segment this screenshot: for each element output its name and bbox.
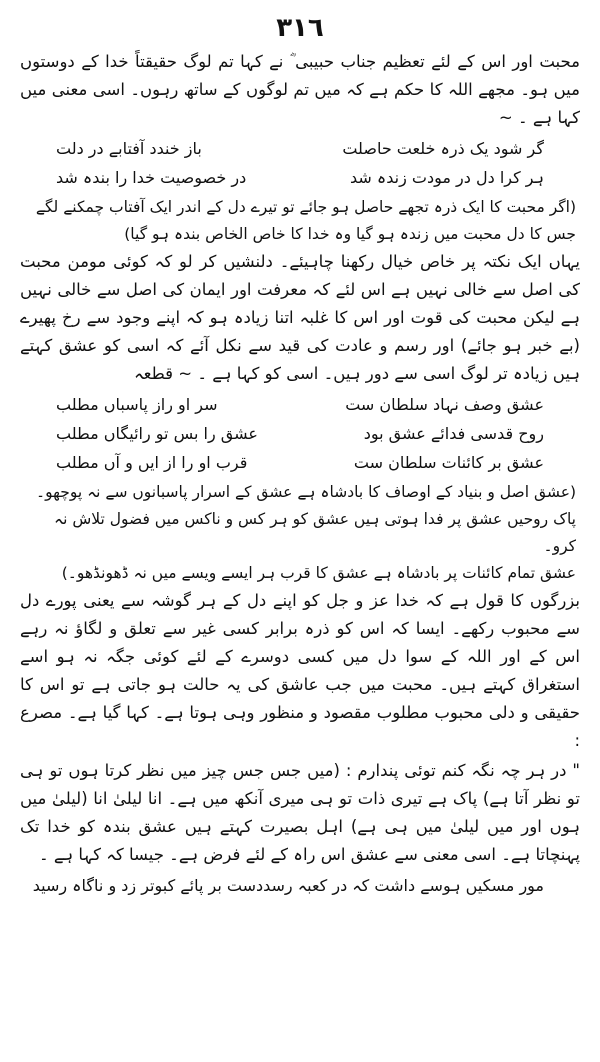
page-number: ٣١٦ <box>276 13 324 43</box>
note-line: پاک روحیں عشق پر فدا ہوتی ہیں عشق کو ہر کس و ناکس میں فضول تلاش نہ کرو۔ <box>54 510 576 555</box>
hemistich-right: ہر کرا دل در مودت زندہ شد <box>350 168 544 187</box>
couplet <box>16 419 584 448</box>
verse-block-final <box>16 871 584 900</box>
hemistich-left: سر او راز پاسباں مطلب <box>56 395 218 414</box>
paragraph-1 <box>20 48 580 132</box>
hemistich-right: گر شود یک ذرہ خلعت حاصلت <box>342 139 544 158</box>
hemistich-right: مور مسکیں ہوسے داشت کہ در کعبہ رسد <box>263 876 544 895</box>
translation-note-1: (اگر محبت کا ایک ذرہ تجھے حاصل ہو جائے تو تیرے دل کے اندر ایک آفتاب چمکنے لگے جس کا دل محبت میں زندہ ہو گیا وہ خدا کا خاص الخاص بندہ ہو گیا) <box>35 198 576 243</box>
hemistich-left: دست بر پائے کبوتر زد و ناگاہ رسید <box>32 876 264 895</box>
hemistich-left: در خصوصیت خدا را بندہ شد <box>56 168 247 187</box>
couplet <box>16 390 584 419</box>
hemistich-left: باز خندد آفتابے در دلت <box>56 139 202 158</box>
paragraph-text: یہاں ایک نکتہ پر خاص خیال رکھنا چاہیئے۔ دلنشیں کر لو کہ کوئی مومن محبت کی اصل سے خالی نہیں ہے اس لئے کہ معرفت اور ایمان کی اصل سے خالی نہیں ہے لیکن محبت کی قوت اور اس کا غلبہ اتنا زیادہ ہو کہ اپنے وجود سے رخ پھیرے (بے خبر ہو جائے) اور رسم و عادت کی قید سے نکل آئے کہ اسی کو عشق کہتے ہیں زیادہ تر لوگ اسی سے دور ہیں۔ اسی کو کہا ہے ۔ ~ قطعہ <box>20 252 580 383</box>
paragraph-text: " در ہر چہ نگہ کنم توئی پندارم : (میں جس جس چیز میں نظر کرتا ہوں تو ہی تو نظر آتا ہے) پاک ہے تیری ذات تو ہی میری آنکھ میں ہے۔ انا لیلیٰ انا (لیلیٰ میں ہوں اور میں لیلیٰ میں ہی ہے) اہل بصیرت کہتے ہیں عشق بندہ کو خدا تک پہنچاتا ہے۔ اسی معنی سے عشق اس راہ کے لئے فرض ہے۔ جیسا کہ کہا ہے ۔ <box>20 761 580 864</box>
couplet <box>16 163 584 192</box>
paragraph-5 <box>20 587 580 755</box>
paragraph-text: بزرگوں کا قول ہے کہ خدا عز و جل کو اپنے دل کے ہر گوشہ سے یعنی پورے دل سے محبوب رکھے۔ ایسا کہ اس کو ذرہ برابر کسی غیر سے تعلق و لگاؤ نہ رہے اس کے اور اللہ کے سوا دل میں کسی دوسرے کے لئے کوئی جگہ نہ ہو اسے استغراق کہتے ہیں۔ محبت میں جب عاشق کی یہ حالت ہو جاتی ہے تو اس کا حقیقی و دلی محبوب مطلوب مقصود و منظور وہی ہوتا ہے۔ کہا گیا ہے۔ مصرع : <box>20 591 580 750</box>
couplet <box>16 448 584 477</box>
note-line: (عشق اصل و بنیاد کے اوصاف کا بادشاہ ہے عشق کے اسرار پاسبانوں سے نہ پوچھو۔ <box>36 483 576 501</box>
paragraph-3 <box>20 248 580 388</box>
verse-block-1 <box>16 134 584 192</box>
paragraph-text: محبت اور اس کے لئے تعظیم جناب حبیبی ؓ نے کہا تم لوگ حقیقتاً خدا کے دوستوں میں ہو۔ مجھے اللہ کا حکم ہے کہ میں تم لوگوں کے ساتھ رہوں۔ اسی معنی میں کہا ہے ۔ ~ <box>20 52 580 127</box>
note-line: عشق تمام کائنات پر بادشاہ ہے عشق کا قرب ہر ایسے ویسے میں نہ ڈھونڈھو۔) <box>61 564 576 582</box>
paragraph-6 <box>20 757 580 869</box>
hemistich-left: قرب او را از ایں و آں مطلب <box>56 453 248 472</box>
hemistich-right: عشق وصف نہاد سلطان ست <box>345 395 544 414</box>
hemistich-right: روح قدسی فدائے عشق بود <box>363 424 544 443</box>
couplet <box>16 134 584 163</box>
hemistich-right: عشق بر کائنات سلطان ست <box>353 453 544 472</box>
couplet <box>16 871 584 900</box>
qita-block <box>16 390 584 477</box>
translation-note-2 <box>24 479 576 587</box>
hemistich-left: عشق را بس تو رائیگاں مطلب <box>56 424 258 443</box>
